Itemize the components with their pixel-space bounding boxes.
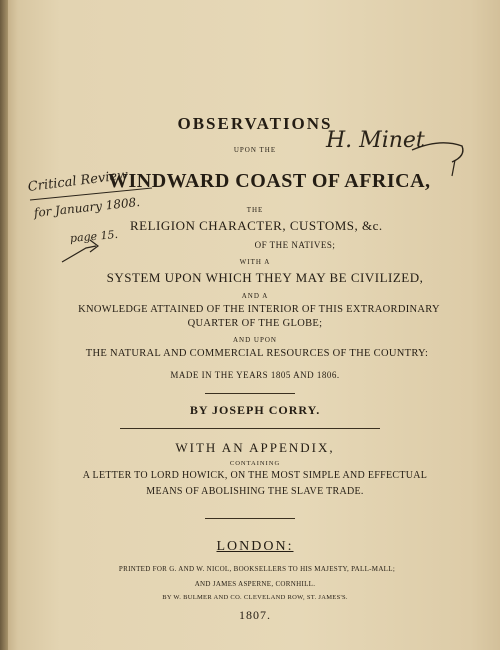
title-observations: OBSERVATIONS: [177, 114, 333, 133]
subtitle-years: MADE IN THE YEARS 1805 AND 1806.: [170, 370, 340, 380]
appendix-means: MEANS OF ABOLISHING THE SLAVE TRADE.: [146, 486, 364, 497]
handwritten-review-note: Critical Review: [27, 167, 129, 195]
page-note-arrow: [62, 246, 96, 262]
title-windward-coast: WINDWARD COAST OF AFRICA,: [108, 170, 431, 192]
subtitle-of-the-natives: OF THE NATIVES;: [254, 240, 336, 250]
small-caps-upon-the: UPON THE: [233, 146, 277, 154]
appendix-letter: A LETTER TO LORD HOWICK, ON THE MOST SIMPLE AND EFFECTUAL: [82, 470, 428, 481]
handwritten-page-note: page 15.: [69, 227, 119, 245]
subtitle-religion: RELIGION CHARACTER, CUSTOMS, &c.: [130, 218, 383, 233]
small-caps-with-a: WITH A: [239, 258, 271, 266]
subtitle-knowledge: KNOWLEDGE ATTAINED OF THE INTERIOR OF THIS EXTRAORDINARY: [78, 304, 440, 315]
handwritten-date-note: for January 1808.: [33, 194, 141, 220]
imprint-london: LONDON:: [216, 539, 294, 554]
small-caps-the: THE: [246, 206, 264, 214]
small-caps-and-a: AND A: [241, 292, 269, 300]
imprint-year: 1807.: [239, 608, 271, 622]
subtitle-quarter: QUARTER OF THE GLOBE;: [187, 318, 323, 329]
author-line: BY JOSEPH CORRY.: [189, 403, 321, 417]
imprint-asperne: AND JAMES ASPERNE, CORNHILL.: [194, 580, 316, 588]
subtitle-system: SYSTEM UPON WHICH THEY MAY BE CIVILIZED,: [106, 270, 424, 285]
small-caps-and-upon: AND UPON: [233, 336, 277, 344]
handwritten-signature: H. Minet: [326, 128, 425, 153]
subtitle-natural-resources: THE NATURAL AND COMMERCIAL RESOURCES OF THE COUNTRY:: [85, 348, 429, 359]
signature-flourish: [412, 143, 463, 162]
imprint-printer: BY W. BULMER AND CO. CLEVELAND ROW, ST. JAMES'S.: [162, 594, 348, 601]
small-caps-containing: CONTAINING: [229, 460, 281, 467]
review-underline: [30, 188, 152, 200]
appendix-heading: WITH AN APPENDIX,: [175, 440, 335, 455]
imprint-printed-for: PRINTED FOR G. AND W. NICOL, BOOKSELLERS TO HIS MAJESTY, PALL-MALL;: [118, 565, 396, 573]
